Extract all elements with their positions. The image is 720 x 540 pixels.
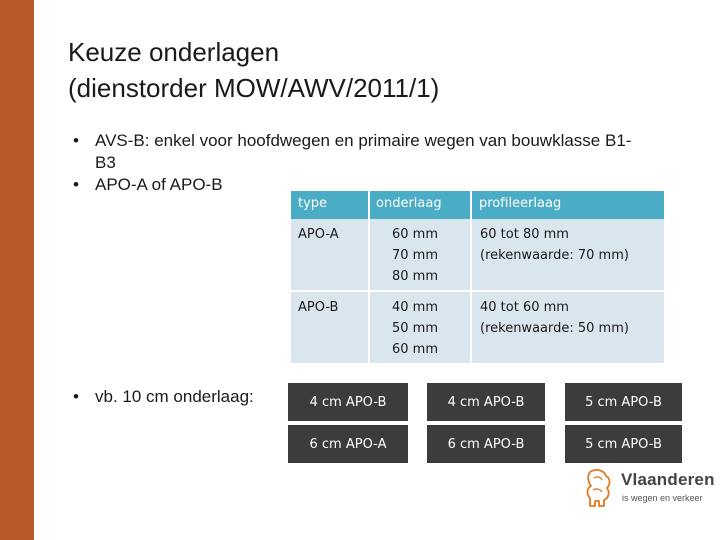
composition-row (288, 383, 682, 421)
bullet-dot-icon: • (73, 175, 79, 194)
table-row (291, 292, 664, 363)
slide-title-line1: Keuze onderlagen (68, 37, 280, 67)
bullet-dot-icon: • (73, 387, 79, 406)
table-cell-onderlaag (370, 219, 472, 290)
table-row (291, 219, 664, 292)
table-header-onderlaag: onderlaag (370, 191, 472, 219)
slide-title (68, 34, 439, 106)
table-header-type: type (291, 191, 370, 219)
table-cell-type: APO-A (291, 219, 370, 290)
table-header-row (291, 191, 664, 219)
composition-cell: 4 cm APO-B (288, 383, 408, 421)
table-cell-profileerlaag (472, 292, 664, 363)
logo-name: Vlaanderen (621, 470, 715, 489)
thickness-value: 40 mm (392, 300, 439, 315)
thickness-value: 50 mm (392, 321, 439, 336)
bullet-text: vb. 10 cm onderlaag: (95, 387, 254, 406)
composition-cell: 5 cm APO-B (565, 425, 682, 463)
profile-range: 40 tot 60 mm (480, 300, 569, 315)
bullet-text: APO-A of APO-B (95, 175, 223, 194)
profile-range: 60 tot 80 mm (480, 227, 569, 242)
logo-tagline: is wegen en verkeer (622, 493, 703, 503)
composition-cell: 4 cm APO-B (427, 383, 545, 421)
slide-title-line2: (dienstorder MOW/AWV/2011/1) (68, 73, 440, 103)
profile-design-value: (rekenwaarde: 70 mm) (480, 248, 629, 263)
profile-design-value: (rekenwaarde: 50 mm) (480, 321, 629, 336)
thickness-value: 70 mm (392, 248, 439, 263)
composition-cell: 6 cm APO-A (288, 425, 408, 463)
example-composition-grid (288, 383, 682, 467)
table-cell-onderlaag (370, 292, 472, 363)
composition-cell: 6 cm APO-B (427, 425, 545, 463)
table-header-profileerlaag: profileerlaag (479, 196, 562, 211)
thickness-value: 80 mm (392, 269, 439, 284)
layer-table (291, 191, 664, 363)
thickness-value: 60 mm (392, 342, 439, 357)
bullet-dot-icon: • (73, 131, 79, 150)
bullet-list (73, 130, 633, 196)
flemish-lion-icon (584, 466, 614, 508)
composition-cell: 5 cm APO-B (565, 383, 682, 421)
thickness-value: 60 mm (392, 227, 439, 242)
table-cell-type: APO-B (291, 292, 370, 363)
vlaanderen-logo (584, 466, 715, 514)
bullet-item-example (73, 386, 254, 408)
composition-row (288, 425, 682, 463)
bullet-item-avs-b (73, 130, 633, 174)
bullet-text: AVS-B: enkel voor hoofdwegen en primaire wegen van bouwklasse B1-B3 (95, 131, 632, 172)
left-accent-bar (0, 0, 34, 540)
table-cell-profileerlaag (472, 219, 664, 290)
